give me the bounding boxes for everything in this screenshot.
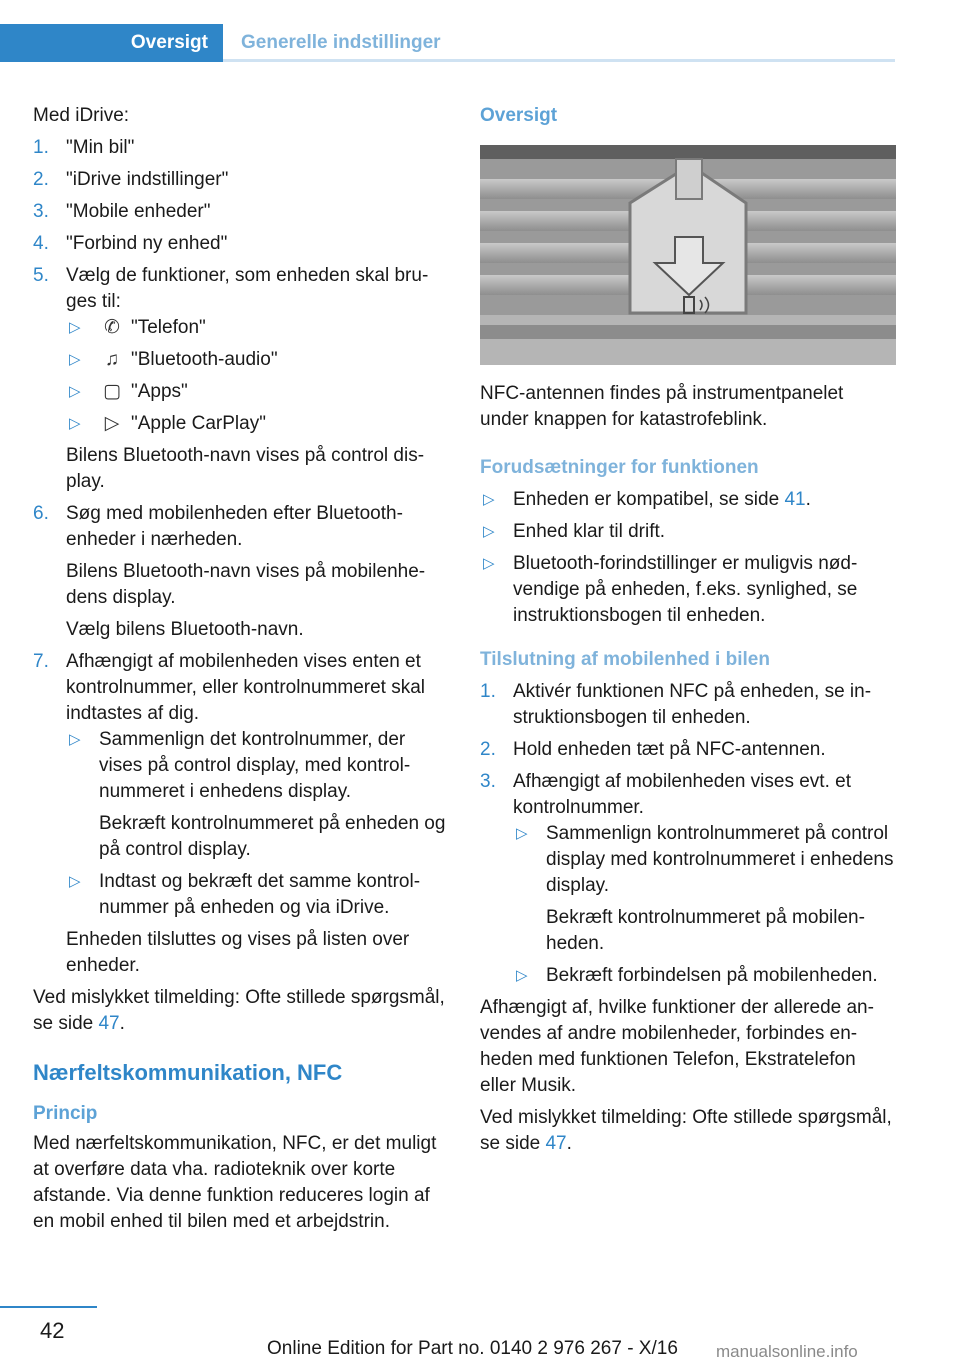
list-item	[66, 727, 449, 863]
functions-text: Afhængigt af, hvilke funktioner der allerede anvendes af andre mobilenheder, forbindes enheden med funktionen Telefon, Ekstratelefon eller Musik.	[480, 997, 874, 1096]
function-bullets	[66, 315, 449, 437]
bullet-text: "Bluetooth-audio"	[131, 349, 278, 370]
step6-note: Bilens Bluetooth-navn vises på mobilenhedens display.	[66, 561, 426, 608]
triangle-bullet-icon: ▷	[69, 415, 81, 432]
step-number: 3.	[480, 771, 496, 792]
list-item	[480, 487, 896, 513]
bullet-text: Enhed klar til drift.	[513, 521, 666, 542]
step-text: Hold enheden tæt på NFC-antennen.	[513, 739, 826, 760]
list-item	[480, 551, 896, 629]
list-item	[66, 379, 449, 405]
subsection-title: Forudsætninger for funktionen	[480, 457, 759, 478]
fail-text	[33, 985, 449, 1037]
subsection-title: Tilslutning af mobilenhed i bilen	[480, 649, 770, 670]
step-number: 2.	[480, 739, 496, 760]
triangle-bullet-icon: ▷	[69, 383, 81, 400]
list-item	[33, 231, 449, 257]
subsection-title: Oversigt	[480, 105, 558, 126]
page-link[interactable]: 47	[98, 1013, 120, 1034]
fail-text-body: Ved mislykket tilmelding: Ofte stillede spørgsmål, se side	[33, 987, 445, 1034]
period: .	[119, 1013, 125, 1034]
bullet-text: Bekræft forbindelsen på mobilenheden.	[546, 965, 878, 986]
triangle-bullet-icon: ▷	[516, 967, 528, 984]
list-item	[33, 263, 449, 495]
photo-caption: NFC-antennen findes på instrumentpanelet under knappen for katastrofeblink.	[480, 383, 844, 430]
nfc-steps	[480, 679, 896, 989]
intro-text: Med iDrive:	[33, 105, 130, 126]
list-item	[33, 167, 449, 193]
fail-text-body: Ved mislykket tilmelding: Ofte stillede spørgsmål, se side	[480, 1107, 892, 1154]
step5-note: Bilens Bluetooth-navn vises på control display.	[66, 445, 425, 492]
list-item	[33, 199, 449, 225]
triangle-bullet-icon: ▷	[69, 351, 81, 368]
list-item	[513, 821, 896, 957]
list-item	[33, 135, 449, 161]
triangle-bullet-icon: ▷	[516, 825, 528, 842]
triangle-bullet-icon: ▷	[483, 523, 495, 540]
triangle-bullet-icon: ▷	[69, 873, 81, 890]
step-number: 1.	[480, 681, 496, 702]
bullet-note: Bekræft kontrolnummeret på enheden og på control display.	[99, 813, 446, 860]
apps-icon: ▢	[103, 381, 121, 402]
fail-text	[480, 1105, 896, 1157]
left-column	[33, 103, 449, 1241]
triangle-bullet-icon: ▷	[69, 731, 81, 748]
watermark: manualsonline.info	[716, 1342, 858, 1361]
step-text: Aktivér funktionen NFC på enheden, se instruktionsbogen til enheden.	[513, 681, 872, 728]
bullet-text: "Apple CarPlay"	[131, 413, 266, 434]
triangle-bullet-icon: ▷	[483, 555, 495, 572]
bullet-text: Indtast og bekræft det samme kontrolnummer på enheden og via iDrive.	[99, 871, 421, 918]
section-title: Nærfeltskommunikation, NFC	[33, 1060, 343, 1085]
step-text: "iDrive indstillinger"	[66, 169, 229, 190]
step-number: 1.	[33, 137, 49, 158]
step6-note: Vælg bilens Bluetooth-navn.	[66, 619, 304, 640]
bullet-text: Bluetooth-forindstillinger er muligvis nødvendige på enheden, f.eks. synlighed, se instruktionsbogen til enheden.	[513, 553, 858, 626]
list-item	[513, 963, 896, 989]
list-item	[33, 501, 449, 643]
bullet-text: Enheden er kompatibel, se side	[513, 489, 785, 510]
header-rule	[223, 59, 895, 62]
bullet-text: "Apps"	[131, 381, 188, 402]
step-text: Afhængigt af mobilenheden vises evt. et kontrolnummer.	[513, 771, 851, 818]
step-text: "Mobile enheder"	[66, 201, 211, 222]
phone-icon: ✆	[104, 317, 120, 338]
bullet-text: "Telefon"	[131, 317, 206, 338]
header-tabs	[0, 24, 895, 62]
triangle-bullet-icon: ▷	[69, 319, 81, 336]
step-number: 5.	[33, 265, 49, 286]
step-text: Vælg de funktioner, som enheden skal bruges til:	[66, 265, 429, 312]
list-item	[66, 869, 449, 921]
step-text: "Min bil"	[66, 137, 135, 158]
edition-text: Online Edition for Part no. 0140 2 976 267 - X/16	[267, 1338, 678, 1359]
list-item	[66, 315, 449, 341]
bullet-end: .	[805, 489, 811, 510]
step-text: Søg med mobilenheden efter Bluetooth-enheder i nærheden.	[66, 503, 403, 550]
step-text: Afhængigt af mobilenheden vises enten et kontrolnummer, eller kontrolnummeret skal indtastes af dig.	[66, 651, 426, 724]
page-number: 42	[40, 1318, 65, 1343]
footer-rule	[0, 1306, 97, 1308]
nfc-antenna-illustration	[480, 145, 896, 365]
triangle-bullet-icon: ▷	[483, 491, 495, 508]
carplay-icon: ▷	[104, 413, 120, 434]
period: .	[566, 1133, 572, 1154]
tab-oversigt[interactable]: Oversigt	[0, 24, 223, 62]
list-item	[480, 769, 896, 989]
nfc-verification-bullets	[513, 821, 896, 989]
bullet-note: Bekræft kontrolnummeret på mobilenheden.	[546, 907, 865, 954]
step-text: "Forbind ny enhed"	[66, 233, 228, 254]
list-item	[480, 737, 896, 763]
verification-bullets	[66, 727, 449, 921]
list-item	[66, 347, 449, 373]
nfc-antenna-photo	[480, 145, 896, 365]
list-item	[480, 519, 896, 545]
list-item	[480, 679, 896, 731]
step-number: 2.	[33, 169, 49, 190]
page-link[interactable]: 41	[784, 489, 806, 510]
list-item	[33, 649, 449, 979]
pairing-steps	[33, 135, 449, 979]
subsection-title: Princip	[33, 1103, 98, 1124]
step-number: 7.	[33, 651, 49, 672]
princip-text: Med nærfeltskommunikation, NFC, er det muligt at overføre data vha. radioteknik over korte afstande. Via denne funktion reduceres login af en mobil enhed til bilen med et arbejdstrin.	[33, 1133, 437, 1232]
step7-note: Enheden tilsluttes og vises på listen over enheder.	[66, 929, 410, 976]
step-number: 3.	[33, 201, 49, 222]
music-note-icon: ♫	[104, 349, 120, 370]
list-item	[66, 411, 449, 437]
step-number: 4.	[33, 233, 49, 254]
bullet-text: Sammenlign kontrolnummeret på control display med kontrolnummeret i enhedens display.	[546, 823, 894, 896]
page-link[interactable]: 47	[545, 1133, 567, 1154]
right-column	[480, 103, 896, 1163]
requirements-list	[480, 487, 896, 629]
bullet-text: Sammenlign det kontrolnummer, der vises på control display, med kontrolnummeret i enhedens display.	[99, 729, 411, 802]
tab-generelle-indstillinger[interactable]: Generelle indstillinger	[241, 32, 441, 53]
step-number: 6.	[33, 503, 49, 524]
